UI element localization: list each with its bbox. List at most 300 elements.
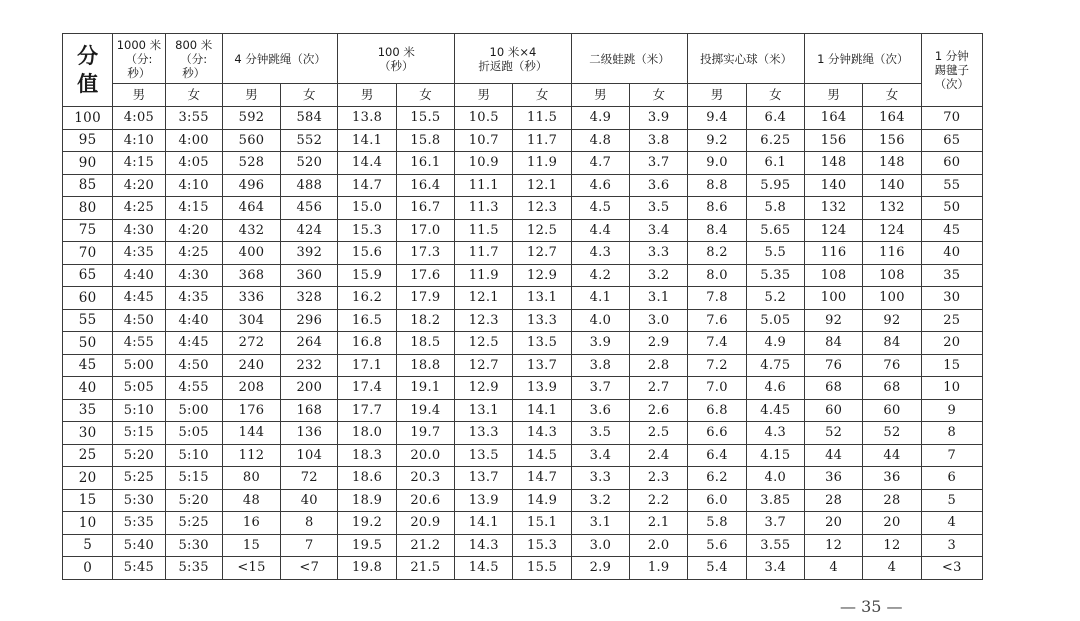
gender-male: 男	[113, 84, 165, 107]
table-cell: 14.3	[513, 422, 571, 445]
table-cell: 12.7	[455, 354, 513, 377]
table-cell: 3.0	[571, 534, 629, 557]
score-cell: 45	[63, 354, 113, 377]
table-cell: 18.5	[396, 332, 454, 355]
table-cell: 12.7	[513, 242, 571, 265]
table-cell: 2.5	[630, 422, 688, 445]
table-row	[63, 444, 983, 467]
table-cell: 4	[804, 557, 862, 580]
table-cell: 144	[222, 422, 280, 445]
table-cell: 4:20	[113, 174, 165, 197]
score-cell: 90	[63, 152, 113, 175]
table-cell: 124	[863, 219, 921, 242]
table-cell: 100	[863, 287, 921, 310]
table-cell: 52	[804, 422, 862, 445]
table-cell: 148	[863, 152, 921, 175]
score-cell: 35	[63, 399, 113, 422]
score-cell: 20	[63, 467, 113, 490]
table-cell: 40	[281, 489, 338, 512]
score-cell: 60	[63, 287, 113, 310]
table-cell: 336	[222, 287, 280, 310]
score-cell: 55	[63, 309, 113, 332]
table-cell: 80	[222, 467, 280, 490]
table-cell: 10	[921, 377, 982, 400]
table-cell: 3.7	[630, 152, 688, 175]
table-cell: 6.4	[746, 107, 804, 130]
gender-female: 女	[746, 84, 804, 107]
table-row	[63, 534, 983, 557]
score-cell: 95	[63, 129, 113, 152]
table-cell: 5.8	[746, 197, 804, 220]
table-cell: 28	[804, 489, 862, 512]
table-cell: 60	[863, 399, 921, 422]
table-cell: 15.1	[513, 512, 571, 535]
table-cell: 13.1	[455, 399, 513, 422]
table-cell: 19.7	[396, 422, 454, 445]
table-cell: 3.85	[746, 489, 804, 512]
table-cell: 13.1	[513, 287, 571, 310]
table-cell: 3.9	[571, 332, 629, 355]
table-cell: 304	[222, 309, 280, 332]
table-cell: 3.4	[630, 219, 688, 242]
table-row	[63, 242, 983, 265]
table-cell: 70	[921, 107, 982, 130]
table-cell: 18.6	[338, 467, 396, 490]
table-cell: 6.4	[688, 444, 746, 467]
table-cell: 5.05	[746, 309, 804, 332]
table-cell: <7	[281, 557, 338, 580]
table-cell: 16.7	[396, 197, 454, 220]
table-cell: 8	[921, 422, 982, 445]
table-row	[63, 399, 983, 422]
table-cell: 9.2	[688, 129, 746, 152]
table-cell: 5.95	[746, 174, 804, 197]
table-cell: 3.1	[630, 287, 688, 310]
table-cell: 8.4	[688, 219, 746, 242]
table-cell: 15	[222, 534, 280, 557]
gender-male: 男	[571, 84, 629, 107]
table-cell: <15	[222, 557, 280, 580]
table-cell: 552	[281, 129, 338, 152]
table-cell: 12.5	[455, 332, 513, 355]
table-cell: 84	[804, 332, 862, 355]
table-cell: 19.5	[338, 534, 396, 557]
score-cell: 40	[63, 377, 113, 400]
table-cell: 13.3	[513, 309, 571, 332]
table-cell: 464	[222, 197, 280, 220]
table-row	[63, 512, 983, 535]
table-cell: 5.8	[688, 512, 746, 535]
table-cell: 5:30	[113, 489, 165, 512]
table-cell: 6.2	[688, 467, 746, 490]
table-cell: 4:20	[165, 219, 222, 242]
table-row	[63, 377, 983, 400]
table-cell: 18.0	[338, 422, 396, 445]
table-cell: 18.2	[396, 309, 454, 332]
table-cell: 9.0	[688, 152, 746, 175]
table-cell: 164	[863, 107, 921, 130]
score-cell: 75	[63, 219, 113, 242]
table-cell: 7.2	[688, 354, 746, 377]
table-cell: 3.7	[746, 512, 804, 535]
table-cell: 4.5	[571, 197, 629, 220]
table-cell: 3:55	[165, 107, 222, 130]
table-cell: 68	[804, 377, 862, 400]
table-cell: 4:10	[113, 129, 165, 152]
table-cell: 11.3	[455, 197, 513, 220]
table-cell: 3.6	[630, 174, 688, 197]
table-cell: 232	[281, 354, 338, 377]
table-cell: 2.1	[630, 512, 688, 535]
table-cell: 12.9	[513, 264, 571, 287]
table-cell: 21.5	[396, 557, 454, 580]
table-cell: 8	[281, 512, 338, 535]
table-cell: 136	[281, 422, 338, 445]
table-cell: 6.8	[688, 399, 746, 422]
table-cell: 20	[804, 512, 862, 535]
table-cell: 10.7	[455, 129, 513, 152]
table-cell: 15.8	[396, 129, 454, 152]
table-cell: 6	[921, 467, 982, 490]
table-cell: 4:30	[165, 264, 222, 287]
table-cell: 10.9	[455, 152, 513, 175]
score-cell: 10	[63, 512, 113, 535]
table-cell: 5:20	[113, 444, 165, 467]
table-cell: 84	[863, 332, 921, 355]
table-cell: 7.6	[688, 309, 746, 332]
table-cell: 13.7	[513, 354, 571, 377]
table-cell: 1.9	[630, 557, 688, 580]
table-cell: 4.6	[746, 377, 804, 400]
table-cell: 3.4	[746, 557, 804, 580]
table-cell: 15.5	[396, 107, 454, 130]
table-cell: 108	[804, 264, 862, 287]
table-cell: 12.3	[513, 197, 571, 220]
table-cell: 52	[863, 422, 921, 445]
table-cell: 5:30	[165, 534, 222, 557]
table-cell: 60	[804, 399, 862, 422]
table-cell: 21.2	[396, 534, 454, 557]
table-cell: 108	[863, 264, 921, 287]
table-cell: 30	[921, 287, 982, 310]
table-row	[63, 422, 983, 445]
table-row	[63, 129, 983, 152]
table-cell: 4:25	[165, 242, 222, 265]
header-rope-skip-1min: 1 分钟跳绳（次）	[804, 34, 921, 84]
table-cell: 5:35	[113, 512, 165, 535]
table-cell: 208	[222, 377, 280, 400]
table-cell: 35	[921, 264, 982, 287]
table-cell: 15.6	[338, 242, 396, 265]
table-cell: 5.4	[688, 557, 746, 580]
table-cell: 100	[804, 287, 862, 310]
table-cell: 5:00	[113, 354, 165, 377]
table-cell: 13.8	[338, 107, 396, 130]
table-cell: 14.5	[513, 444, 571, 467]
table-cell: 72	[281, 467, 338, 490]
table-cell: 4:50	[165, 354, 222, 377]
table-cell: 16.5	[338, 309, 396, 332]
table-cell: 4:35	[113, 242, 165, 265]
table-row	[63, 197, 983, 220]
table-cell: 296	[281, 309, 338, 332]
table-cell: 6.0	[688, 489, 746, 512]
table-cell: 3.3	[630, 242, 688, 265]
table-cell: 3.3	[571, 467, 629, 490]
table-cell: 12.5	[513, 219, 571, 242]
header-row	[63, 34, 983, 84]
table-cell: 25	[921, 309, 982, 332]
table-cell: 6.1	[746, 152, 804, 175]
table-cell: 7	[921, 444, 982, 467]
table-cell: 584	[281, 107, 338, 130]
table-cell: 4:45	[165, 332, 222, 355]
table-cell: 140	[804, 174, 862, 197]
table-cell: 92	[863, 309, 921, 332]
table-cell: 112	[222, 444, 280, 467]
table-cell: 55	[921, 174, 982, 197]
table-cell: 11.1	[455, 174, 513, 197]
score-cell: 5	[63, 534, 113, 557]
table-cell: 5.65	[746, 219, 804, 242]
table-cell: 9	[921, 399, 982, 422]
table-cell: 5:10	[165, 444, 222, 467]
table-cell: 4:25	[113, 197, 165, 220]
table-row	[63, 287, 983, 310]
gender-male: 男	[222, 84, 280, 107]
table-cell: 19.8	[338, 557, 396, 580]
table-cell: 60	[921, 152, 982, 175]
table-cell: 7.8	[688, 287, 746, 310]
table-cell: 2.2	[630, 489, 688, 512]
table-cell: 9.4	[688, 107, 746, 130]
fitness-score-table	[62, 33, 983, 580]
table-cell: 2.9	[571, 557, 629, 580]
table-row	[63, 264, 983, 287]
table-cell: 92	[804, 309, 862, 332]
table-cell: 400	[222, 242, 280, 265]
table-cell: 148	[804, 152, 862, 175]
table-cell: 272	[222, 332, 280, 355]
table-cell: 4:35	[165, 287, 222, 310]
table-cell: 116	[863, 242, 921, 265]
table-cell: 6.6	[688, 422, 746, 445]
score-cell: 65	[63, 264, 113, 287]
table-cell: 5.5	[746, 242, 804, 265]
table-cell: 17.4	[338, 377, 396, 400]
table-header	[63, 34, 983, 107]
header-shuttle-run: 10 米×4 折返跑（秒）	[455, 34, 572, 84]
gender-male: 男	[455, 84, 513, 107]
table-cell: 18.3	[338, 444, 396, 467]
table-cell: 132	[804, 197, 862, 220]
table-cell: 14.4	[338, 152, 396, 175]
table-cell: <3	[921, 557, 982, 580]
table-cell: 17.9	[396, 287, 454, 310]
table-cell: 20.0	[396, 444, 454, 467]
gender-female: 女	[863, 84, 921, 107]
table-cell: 7.4	[688, 332, 746, 355]
table-cell: 5.2	[746, 287, 804, 310]
table-cell: 11.7	[513, 129, 571, 152]
table-cell: 4:40	[113, 264, 165, 287]
table-cell: 8.8	[688, 174, 746, 197]
table-cell: 13.9	[455, 489, 513, 512]
table-row	[63, 107, 983, 130]
table-cell: 13.9	[513, 377, 571, 400]
table-cell: 19.1	[396, 377, 454, 400]
table-cell: 3.5	[571, 422, 629, 445]
table-cell: 240	[222, 354, 280, 377]
table-cell: 68	[863, 377, 921, 400]
table-cell: 104	[281, 444, 338, 467]
table-cell: 4.6	[571, 174, 629, 197]
table-cell: 4.0	[746, 467, 804, 490]
table-cell: 4.9	[571, 107, 629, 130]
table-cell: 432	[222, 219, 280, 242]
table-cell: 5:45	[113, 557, 165, 580]
table-cell: 5:15	[113, 422, 165, 445]
table-cell: 4.4	[571, 219, 629, 242]
score-cell: 30	[63, 422, 113, 445]
table-cell: 4:40	[165, 309, 222, 332]
table-cell: 14.1	[513, 399, 571, 422]
table-cell: 168	[281, 399, 338, 422]
table-cell: 17.0	[396, 219, 454, 242]
table-cell: 116	[804, 242, 862, 265]
table-row	[63, 309, 983, 332]
table-cell: 16	[222, 512, 280, 535]
table-cell: 4.7	[571, 152, 629, 175]
table-cell: 14.3	[455, 534, 513, 557]
table-cell: 528	[222, 152, 280, 175]
table-cell: 3.4	[571, 444, 629, 467]
table-cell: 11.7	[455, 242, 513, 265]
table-cell: 11.5	[513, 107, 571, 130]
table-cell: 5:25	[165, 512, 222, 535]
table-cell: 65	[921, 129, 982, 152]
table-cell: 76	[804, 354, 862, 377]
table-cell: 2.0	[630, 534, 688, 557]
page-number: — 35 —	[840, 597, 903, 616]
table-cell: 5:20	[165, 489, 222, 512]
table-cell: 20	[921, 332, 982, 355]
header-sprint-100m: 100 米 （秒）	[338, 34, 455, 84]
table-cell: 76	[863, 354, 921, 377]
table-cell: 3.6	[571, 399, 629, 422]
table-row	[63, 332, 983, 355]
table-cell: 156	[804, 129, 862, 152]
table-cell: 156	[863, 129, 921, 152]
table-cell: 14.7	[513, 467, 571, 490]
table-row	[63, 219, 983, 242]
gender-male: 男	[688, 84, 746, 107]
table-cell: 3	[921, 534, 982, 557]
table-cell: 4:55	[165, 377, 222, 400]
table-cell: 2.8	[630, 354, 688, 377]
table-cell: 10.5	[455, 107, 513, 130]
table-row	[63, 174, 983, 197]
table-cell: 15.3	[338, 219, 396, 242]
table-cell: 13.7	[455, 467, 513, 490]
header-run-800m: 800 米 （分: 秒）	[165, 34, 222, 84]
table-cell: 176	[222, 399, 280, 422]
table-cell: 17.6	[396, 264, 454, 287]
table-cell: 456	[281, 197, 338, 220]
score-cell: 0	[63, 557, 113, 580]
table-cell: 17.7	[338, 399, 396, 422]
score-cell: 15	[63, 489, 113, 512]
table-cell: 40	[921, 242, 982, 265]
table-cell: 132	[863, 197, 921, 220]
table-cell: 5:10	[113, 399, 165, 422]
table-row	[63, 354, 983, 377]
table-cell: 4.45	[746, 399, 804, 422]
table-cell: 5:35	[165, 557, 222, 580]
score-cell: 70	[63, 242, 113, 265]
table-cell: 45	[921, 219, 982, 242]
table-cell: 4:15	[113, 152, 165, 175]
table-cell: 36	[804, 467, 862, 490]
table-cell: 44	[804, 444, 862, 467]
table-cell: 496	[222, 174, 280, 197]
table-cell: 3.7	[571, 377, 629, 400]
table-cell: 16.1	[396, 152, 454, 175]
score-cell: 100	[63, 107, 113, 130]
table-cell: 3.2	[630, 264, 688, 287]
header-run-1000m: 1000 米 （分: 秒）	[113, 34, 165, 84]
table-cell: 4:10	[165, 174, 222, 197]
table-cell: 8.0	[688, 264, 746, 287]
table-cell: 5.35	[746, 264, 804, 287]
table-cell: 16.8	[338, 332, 396, 355]
gender-male: 男	[804, 84, 862, 107]
gender-male: 男	[338, 84, 396, 107]
table-cell: 5	[921, 489, 982, 512]
table-cell: 4.3	[746, 422, 804, 445]
table-cell: 28	[863, 489, 921, 512]
table-cell: 4.1	[571, 287, 629, 310]
table-cell: 12	[863, 534, 921, 557]
table-cell: 6.25	[746, 129, 804, 152]
table-cell: 36	[863, 467, 921, 490]
table-cell: 4:15	[165, 197, 222, 220]
table-cell: 50	[921, 197, 982, 220]
table-cell: 20.3	[396, 467, 454, 490]
table-cell: 17.1	[338, 354, 396, 377]
gender-female: 女	[396, 84, 454, 107]
table-cell: 12.9	[455, 377, 513, 400]
table-cell: 3.2	[571, 489, 629, 512]
table-cell: 4.8	[571, 129, 629, 152]
gender-female: 女	[165, 84, 222, 107]
table-cell: 200	[281, 377, 338, 400]
table-cell: 5:15	[165, 467, 222, 490]
table-cell: 3.8	[630, 129, 688, 152]
table-cell: 4:30	[113, 219, 165, 242]
table-cell: 328	[281, 287, 338, 310]
table-cell: 14.9	[513, 489, 571, 512]
score-cell: 80	[63, 197, 113, 220]
table-cell: 5:05	[113, 377, 165, 400]
table-cell: 4:45	[113, 287, 165, 310]
table-cell: 5:00	[165, 399, 222, 422]
table-cell: 4:05	[165, 152, 222, 175]
table-cell: 4.2	[571, 264, 629, 287]
table-cell: 7.0	[688, 377, 746, 400]
table-cell: 18.8	[396, 354, 454, 377]
table-cell: 8.2	[688, 242, 746, 265]
